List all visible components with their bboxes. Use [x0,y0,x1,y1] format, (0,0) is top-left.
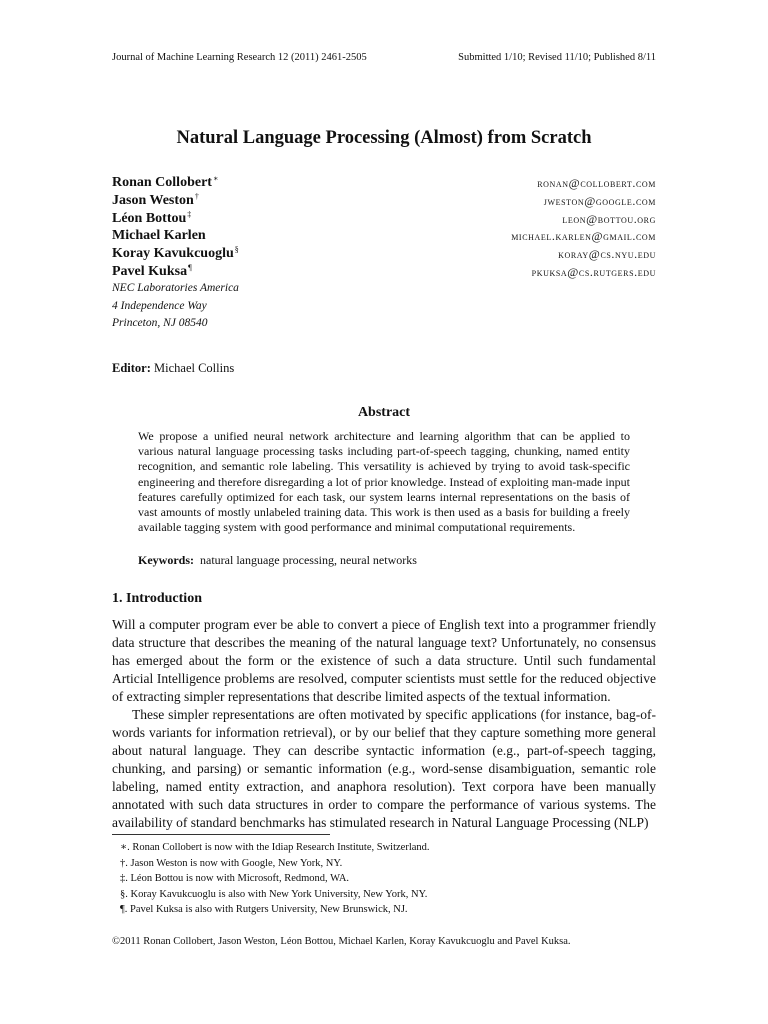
copyright-notice: ©2011 Ronan Collobert, Jason Weston, Léon Bottou, Michael Karlen, Koray Kavukcuoglu and Pavel Kuksa. [112,936,571,947]
editor-line [112,361,234,376]
author-email[interactable]: pkuksa@cs.rutgers.edu [531,264,656,279]
footnote: ‡. Léon Bottou is now with Microsoft, Redmond, WA. [120,873,350,885]
editor-label: Editor: [112,361,151,375]
abstract-text: We propose a unified neural network architecture and learning algorithm that can be applied to various natural language processing tasks including part-of-speech tagging, chunking, named entity recognition, and semantic role labeling. This versatility is achieved by trying to avoid task-specific engineering and therefore disregarding a lot of prior knowledge. Instead of exploiting man-made input features carefully optimized for each task, our system learns internal representations on the basis of vast amounts of mostly unlabeled training data. This work is then used as a basis for building a freely available tagging system with good performance and minimal computational requirements. [138,429,630,535]
author-name: Pavel Kuksa¶ [112,262,192,279]
footnote: †. Jason Weston is now with Google, New York, NY. [120,857,343,869]
affiliation-line: 4 Independence Way [112,299,207,312]
author-email[interactable]: koray@cs.nyu.edu [558,247,656,262]
keywords-line [138,553,417,568]
section-heading: 1. Introduction [112,591,202,606]
paper-title: Natural Language Processing (Almost) from Scratch [176,128,592,148]
affiliation-line: NEC Laboratories America [112,282,239,294]
author-email[interactable]: leon@bottou.org [562,211,656,226]
author-name: Léon Bottou‡ [112,209,192,226]
footnotes [112,840,430,918]
paragraph: These simpler representations are often motivated by specific applications (for instance, bag-of-words variants for information retrieval), or by our belief that they capture something more general about natural language. They can describe syntactic information (e.g., part-of-speech tagging, chunking, and parsing) or semantic information (e.g., word-sense disambiguation, semantic role labeling, named entity extraction, and anaphora resolution). Text corpora have been manually annotated with such data structures in order to compare the performance of various systems. The availability of standard benchmarks has stimulated research in Natural Language Processing (NLP) [112,707,656,830]
journal-header: Journal of Machine Learning Research 12 (2011) 2461-2505 [112,52,367,63]
author-row [112,245,656,263]
affiliation-line: Princeton, NJ 08540 [112,317,208,329]
author-list [112,174,656,281]
author-name: Jason Weston† [112,191,199,208]
author-name: Michael Karlen [112,228,206,244]
footnote: §. Koray Kavukcuoglu is also with New York University, New York, NY. [120,888,428,900]
author-row [112,192,656,210]
keywords-text: natural language processing, neural networks [194,553,417,567]
footnote-rule [112,834,330,835]
author-row [112,263,656,281]
author-email[interactable]: ronan@collobert.com [537,176,656,190]
editor-name: Michael Collins [150,361,235,375]
affiliation [112,280,239,333]
keywords-label: Keywords: [138,553,194,567]
abstract-heading: Abstract [357,405,411,420]
author-name: Koray Kavukcuoglu§ [112,245,239,262]
author-row [112,174,656,192]
paragraph: Will a computer program ever be able to convert a piece of English text into a programmer friendly data structure that describes the meaning of the natural language text? Unfortunately, no consensus has emerged about the form or the existence of such a data structure. Until such fundamental Articial Intelligence problems are resolved, computer scientists must settle for the reduced objective of extracting simpler representations that describe limited aspects of the textual information. [112,617,656,704]
author-row [112,210,656,228]
author-row [112,227,656,245]
footnote: ¶. Pavel Kuksa is also with Rutgers University, New Brunswick, NJ. [120,904,408,916]
author-email[interactable]: jweston@google.com [543,193,656,208]
author-email[interactable]: michael.karlen@gmail.com [511,229,656,244]
section-body [112,616,656,832]
author-name: Ronan Collobert∗ [112,174,219,190]
submission-dates: Submitted 1/10; Revised 11/10; Published 8/11 [458,52,656,63]
footnote: ∗. Ronan Collobert is now with the Idiap Research Institute, Switzerland. [120,842,430,853]
